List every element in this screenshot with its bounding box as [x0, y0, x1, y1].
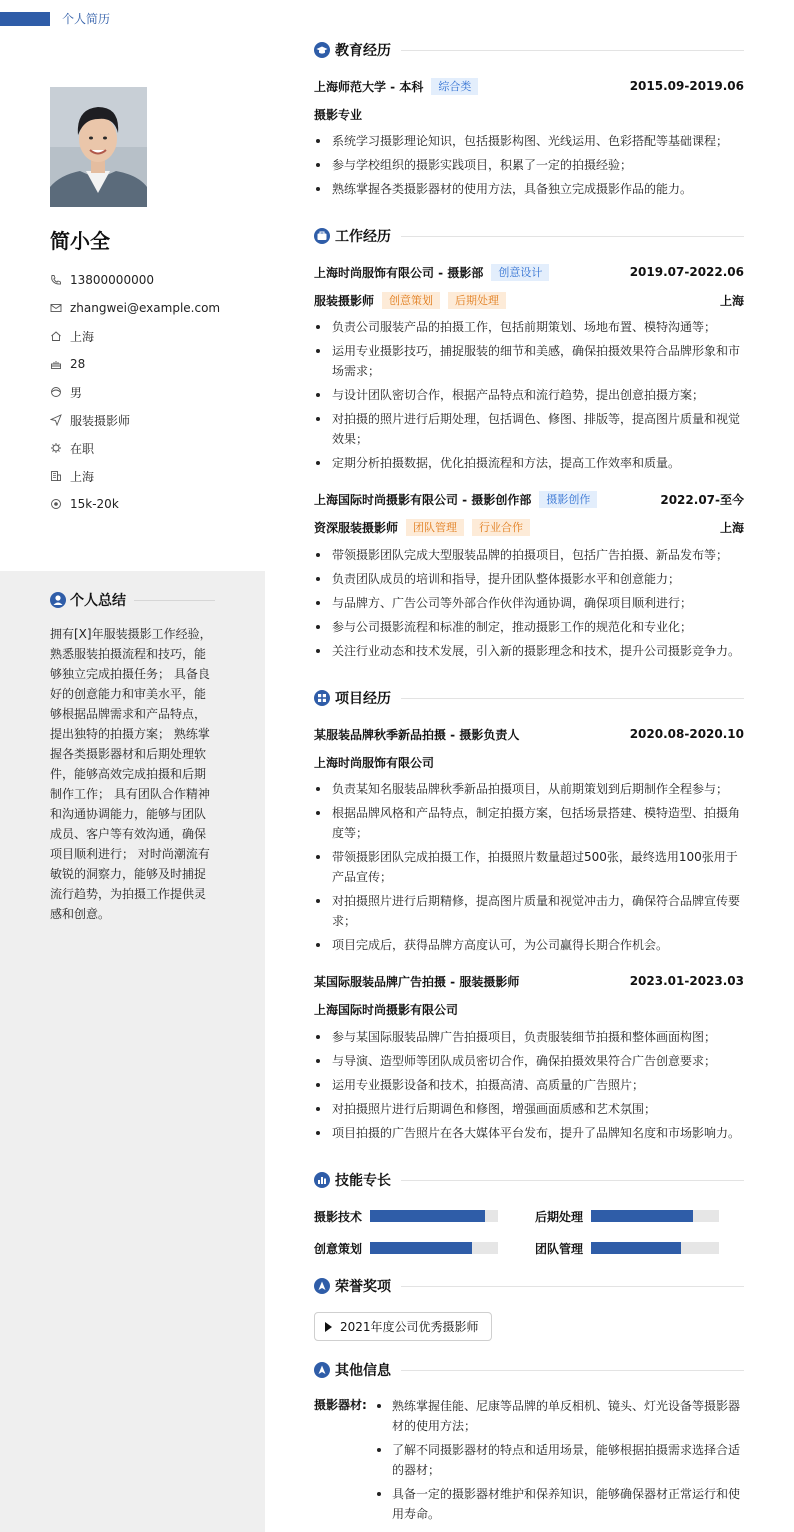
job-1-role-tag: 创意策划	[382, 292, 440, 309]
list-item: 具备一定的摄影器材维护和保养知识，能够确保器材正常运行和使用寿命。	[374, 1484, 746, 1524]
avatar	[50, 87, 147, 207]
home-icon	[50, 330, 62, 342]
list-item: 对拍摄的照片进行后期处理，包括调色、修图、排版等，提高图片质量和视觉效果；	[314, 409, 744, 449]
awards-heading	[314, 1276, 744, 1296]
project-2-name: 某国际服装品牌广告拍摄 - 服装摄影师	[314, 974, 520, 989]
list-item: 带领摄影团队完成大型服装品牌的拍摄项目，包括广告拍摄、新品发布等；	[314, 545, 744, 565]
projects-heading	[314, 688, 744, 708]
skill-bar	[591, 1210, 719, 1222]
contact-info-list	[50, 266, 260, 518]
play-icon	[325, 1322, 332, 1332]
skill-bar-fill	[591, 1210, 693, 1222]
project-1-row	[314, 725, 744, 743]
list-item: 带领摄影团队完成拍摄工作，拍摄照片数量超过500张，最终选用100张用于产品宣传；	[314, 847, 744, 887]
job-2-bullets	[314, 545, 744, 665]
skill-item	[314, 1208, 498, 1224]
status-text: 在职	[70, 441, 95, 456]
awards-title: 荣誉奖项	[335, 1279, 391, 1295]
skill-name: 后期处理	[535, 1209, 584, 1224]
email-text: zhangwei@example.com	[70, 301, 221, 315]
job-1-company-row	[314, 263, 744, 281]
skill-bar	[370, 1242, 498, 1254]
list-item: 对拍摄照片进行后期调色和修图，增强画面质感和艺术氛围；	[314, 1099, 744, 1119]
education-school-row	[314, 77, 744, 95]
award-item	[314, 1312, 492, 1341]
other-title: 其他信息	[335, 1363, 391, 1379]
list-item: 运用专业摄影设备和技术，拍摄高清、高质量的广告照片；	[314, 1075, 744, 1095]
education-title: 教育经历	[335, 43, 391, 59]
list-item: 根据品牌风格和产品特点，制定拍摄方案，包括场景搭建、模特造型、拍摄角度等；	[314, 803, 744, 843]
info-phone	[50, 266, 260, 294]
list-item: 系统学习摄影理论知识，包括摄影构图、光线运用、色彩搭配等基础课程；	[314, 131, 744, 151]
job-2-company: 上海国际时尚摄影有限公司 - 摄影创作部	[314, 492, 532, 507]
major-name: 摄影专业	[314, 107, 363, 122]
list-item: 与设计团队密切合作，根据产品特点和流行趋势，提出创意拍摄方案；	[314, 385, 744, 405]
list-item: 参与公司摄影流程和标准的制定，推动摄影工作的规范化和专业化；	[314, 617, 744, 637]
education-heading	[314, 40, 744, 60]
job-1-tag: 创意设计	[491, 264, 549, 281]
education-divider	[401, 50, 744, 51]
school-name: 上海师范大学 - 本科	[314, 79, 424, 94]
skill-name: 团队管理	[535, 1241, 584, 1256]
skill-name: 创意策划	[314, 1241, 363, 1256]
gender-icon	[50, 386, 62, 398]
awards-divider	[401, 1286, 744, 1287]
job-1-role-tag: 后期处理	[448, 292, 506, 309]
skill-bar-fill	[370, 1242, 472, 1254]
list-item: 了解不同摄影器材的特点和适用场景，能够根据拍摄需求选择合适的器材；	[374, 1440, 746, 1480]
job-1-date: 2019.07-2022.06	[629, 265, 744, 279]
job-2-city: 上海	[719, 520, 744, 535]
grid-icon	[314, 690, 330, 706]
award-text: 2021年度公司优秀摄影师	[340, 1320, 479, 1334]
project-1-date: 2020.08-2020.10	[629, 727, 744, 741]
info-email	[50, 294, 260, 322]
skill-name: 摄影技术	[314, 1209, 363, 1224]
work-city-text: 上海	[70, 469, 95, 484]
list-item: 与导演、造型师等团队成员密切合作，确保拍摄效果符合广告创意要求；	[314, 1051, 744, 1071]
job-1-role: 服装摄影师	[314, 293, 375, 308]
project-1-org: 上海时尚服饰有限公司	[314, 755, 435, 770]
skill-bar-fill	[591, 1242, 681, 1254]
list-item: 参与学校组织的摄影实践项目，积累了一定的拍摄经验；	[314, 155, 744, 175]
page-title: 个人简历	[62, 12, 111, 26]
salary-icon	[50, 498, 62, 510]
phone-icon	[50, 274, 62, 286]
location-text: 上海	[70, 329, 95, 344]
work-heading	[314, 226, 744, 246]
education-major-row	[314, 105, 744, 123]
info-salary	[50, 490, 260, 518]
job-2-tag: 摄影创作	[539, 491, 597, 508]
skill-bar	[370, 1210, 498, 1222]
other-divider	[401, 1370, 744, 1371]
list-item: 项目拍摄的广告照片在各大媒体平台发布，提升了品牌知名度和市场影响力。	[314, 1123, 744, 1143]
gender-text: 男	[70, 385, 83, 400]
job-2-role-row	[314, 518, 744, 536]
project-1-org-row	[314, 753, 744, 771]
info-age	[50, 350, 260, 378]
equipment-label: 摄影器材:	[314, 1398, 367, 1412]
list-item: 项目完成后，获得品牌方高度认可，为公司赢得长期合作机会。	[314, 935, 744, 955]
projects-divider	[401, 698, 744, 699]
project-2-bullets	[314, 1027, 744, 1147]
building-icon	[50, 470, 62, 482]
phone-text: 13800000000	[70, 273, 154, 287]
summary-divider	[134, 600, 215, 601]
list-item: 对拍摄照片进行后期精修，提高图片质量和视觉冲击力，确保符合品牌宣传要求；	[314, 891, 744, 931]
cake-icon	[50, 358, 62, 370]
job-1-city: 上海	[719, 293, 744, 308]
projects-title: 项目经历	[335, 691, 391, 707]
info-work-city	[50, 462, 260, 490]
other-heading	[314, 1360, 744, 1380]
list-item: 熟练掌握佳能、尼康等品牌的单反相机、镜头、灯光设备等摄影器材的使用方法；	[374, 1396, 746, 1436]
list-item: 负责公司服装产品的拍摄工作，包括前期策划、场地布置、模特沟通等；	[314, 317, 744, 337]
info-status	[50, 434, 260, 462]
list-item: 与品牌方、广告公司等外部合作伙伴沟通协调，确保项目顺利进行；	[314, 593, 744, 613]
skill-item	[314, 1240, 498, 1256]
award-icon	[314, 1278, 330, 1294]
job-2-company-row	[314, 490, 744, 508]
summary-title: 个人总结	[70, 593, 126, 609]
job-1-role-row	[314, 291, 744, 309]
job-2-date: 2022.07-至今	[660, 492, 744, 507]
work-title: 工作经历	[335, 229, 391, 245]
graduation-cap-icon	[314, 42, 330, 58]
user-icon	[50, 592, 66, 608]
project-2-row	[314, 972, 744, 990]
salary-text: 15k-20k	[70, 497, 119, 511]
project-2-org-row	[314, 1000, 744, 1018]
summary-heading	[50, 590, 215, 610]
education-bullets	[314, 131, 744, 203]
skills-heading	[314, 1170, 744, 1190]
work-divider	[401, 236, 744, 237]
list-item: 负责团队成员的培训和指导，提升团队整体摄影水平和创意能力；	[314, 569, 744, 589]
summary-text: 拥有[X]年服装摄影工作经验，熟悉服装拍摄流程和技巧，能够独立完成拍摄任务； 具备良好的创意能力和审美水平，能够根据品牌需求和产品特点，提出独特的拍摄方案； 熟练掌握各类摄影器材和后期处理软件，能够高效完成拍摄和后期制作工作； 具有团队合作精神和沟通协调能力，能够与团队成员、客户等有效沟通，确保项目顺利进行； 对时尚潮流有敏锐的洞察力，能够及时捕捉流行趋势，为拍摄工作提供灵感和创意。	[50, 627, 212, 921]
info-icon	[314, 1362, 330, 1378]
job-title-text: 服装摄影师	[70, 413, 131, 428]
skills-title: 技能专长	[335, 1173, 391, 1189]
education-date: 2015.09-2019.06	[629, 79, 744, 93]
info-location	[50, 322, 260, 350]
skills-divider	[401, 1180, 744, 1181]
list-item: 关注行业动态和技术发展，引入新的摄影理念和技术，提升公司摄影竞争力。	[314, 641, 744, 661]
list-item: 运用专业摄影技巧，捕捉服装的细节和美感，确保拍摄效果符合品牌形象和市场需求；	[314, 341, 744, 381]
project-2-org: 上海国际时尚摄影有限公司	[314, 1002, 459, 1017]
skill-item	[535, 1208, 719, 1224]
list-item: 负责某知名服装品牌秋季新品拍摄项目，从前期策划到后期制作全程参与；	[314, 779, 744, 799]
job-2-role-tag: 行业合作	[472, 519, 530, 536]
status-icon	[50, 442, 62, 454]
bar-chart-icon	[314, 1172, 330, 1188]
briefcase-icon	[314, 228, 330, 244]
equipment-bullets	[374, 1396, 746, 1528]
job-1-company: 上海时尚服饰有限公司 - 摄影部	[314, 265, 484, 280]
email-icon	[50, 302, 62, 314]
list-item: 熟练掌握各类摄影器材的使用方法，具备独立完成摄影作品的能力。	[314, 179, 744, 199]
candidate-name: 简小全	[50, 229, 110, 253]
job-2-role: 资深服装摄影师	[314, 520, 399, 535]
job-2-role-tag: 团队管理	[406, 519, 464, 536]
project-1-bullets	[314, 779, 744, 959]
project-1-name: 某服装品牌秋季新品拍摄 - 摄影负责人	[314, 727, 520, 742]
info-job-title	[50, 406, 260, 434]
list-item: 定期分析拍摄数据，优化拍摄流程和方法，提高工作效率和质量。	[314, 453, 744, 473]
age-text: 28	[70, 357, 86, 371]
send-icon	[50, 414, 62, 426]
job-1-bullets	[314, 317, 744, 477]
info-gender	[50, 378, 260, 406]
list-item: 参与某国际服装品牌广告拍摄项目，负责服装细节拍摄和整体画面构图；	[314, 1027, 744, 1047]
skill-bar-fill	[370, 1210, 485, 1222]
skill-bar	[591, 1242, 719, 1254]
project-2-date: 2023.01-2023.03	[629, 974, 744, 988]
skill-item	[535, 1240, 719, 1256]
school-tag: 综合类	[431, 78, 478, 95]
